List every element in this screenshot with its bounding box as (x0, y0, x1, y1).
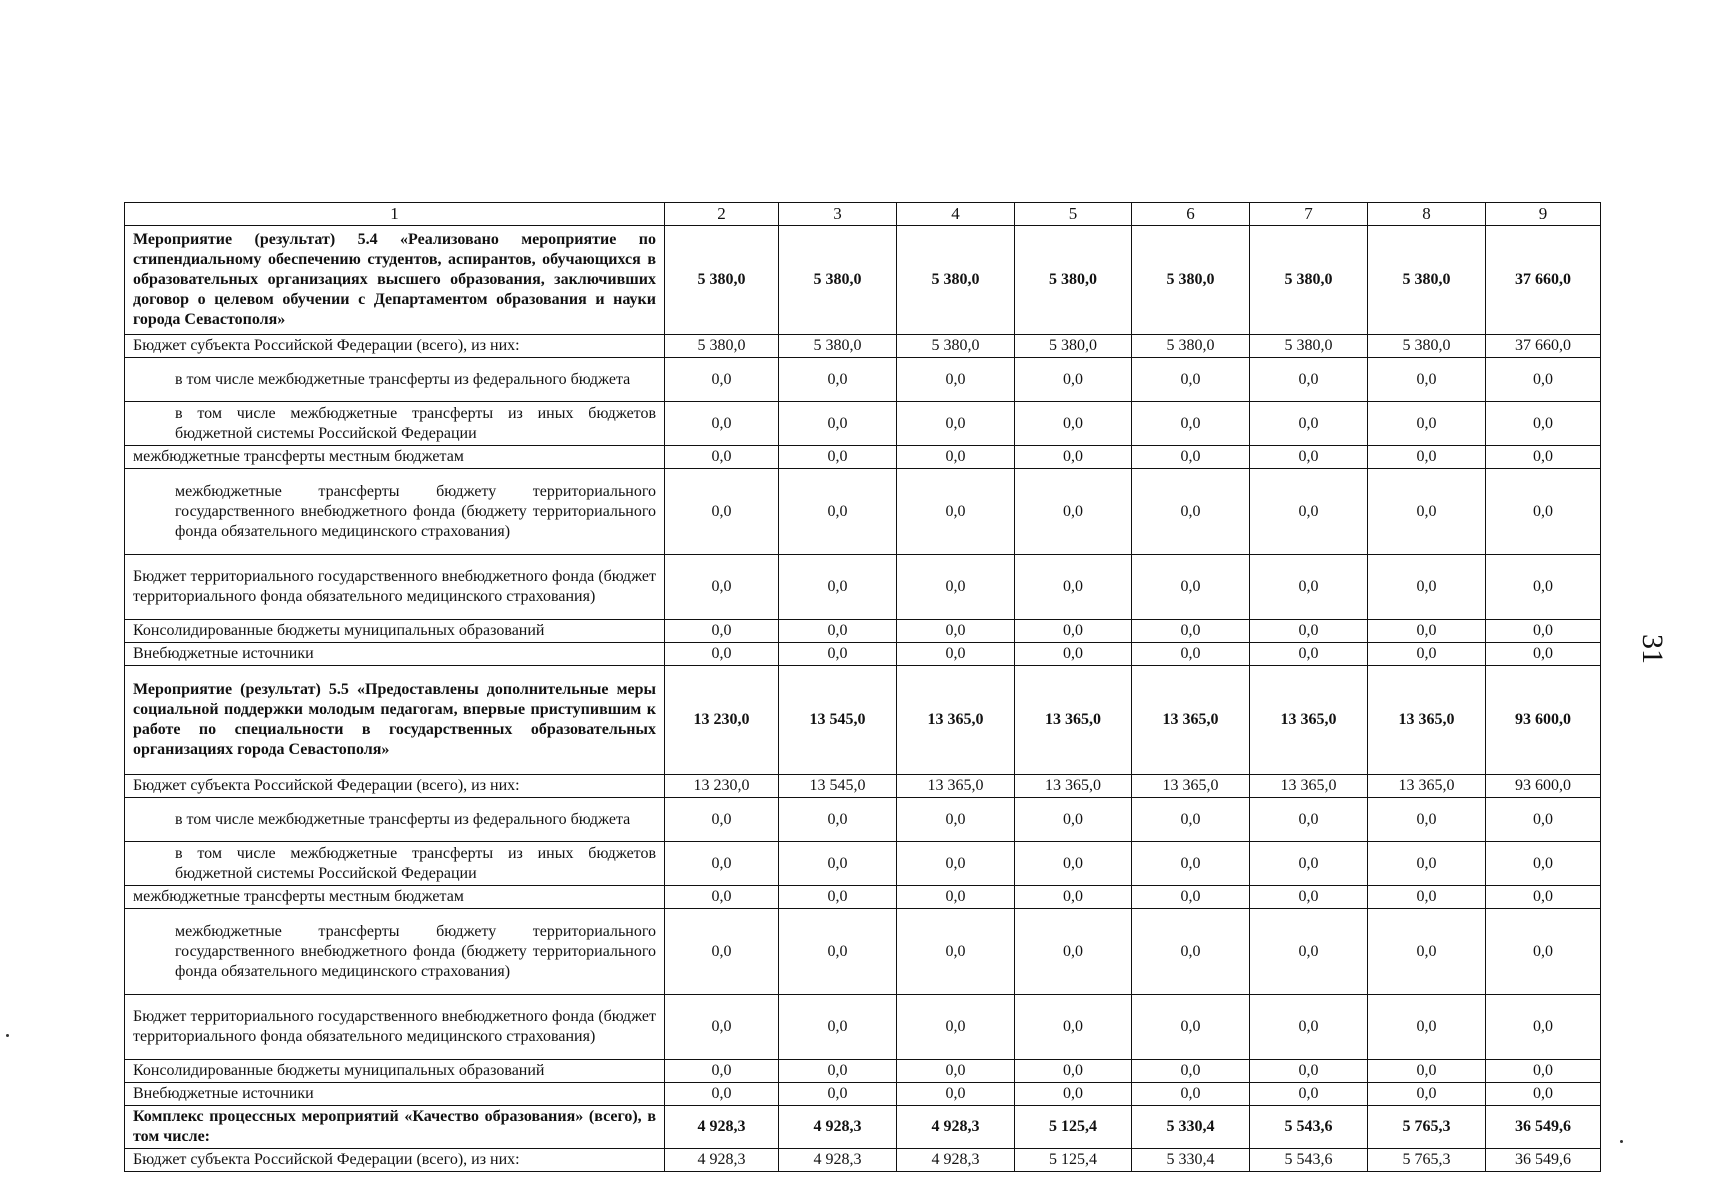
cell-value: 0,0 (1015, 1083, 1132, 1106)
cell-value: 0,0 (779, 886, 897, 909)
cell-value: 0,0 (1250, 798, 1368, 842)
table-row (125, 555, 1601, 620)
cell-value: 0,0 (1250, 469, 1368, 555)
cell-value: 13 230,0 (665, 775, 779, 798)
row-label: в том числе межбюджетные трансферты из иных бюджетов бюджетной системы Российской Федерации (125, 842, 665, 886)
cell-value: 0,0 (1250, 909, 1368, 995)
row-label: Консолидированные бюджеты муниципальных образований (125, 620, 665, 643)
table-row (125, 1060, 1601, 1083)
row-label: Бюджет субъекта Российской Федерации (всего), из них: (125, 335, 665, 358)
table-row (125, 469, 1601, 555)
cell-value: 13 365,0 (1132, 666, 1250, 775)
cell-value: 0,0 (1368, 358, 1486, 402)
cell-value: 0,0 (1132, 842, 1250, 886)
cell-value: 4 928,3 (665, 1149, 779, 1172)
table-row (125, 1149, 1601, 1172)
cell-value: 5 543,6 (1250, 1149, 1368, 1172)
budget-table (124, 202, 1601, 1172)
cell-value: 4 928,3 (665, 1106, 779, 1149)
cell-value: 5 125,4 (1015, 1149, 1132, 1172)
cell-value: 0,0 (1486, 620, 1601, 643)
column-number: 3 (779, 203, 897, 226)
cell-value: 5 380,0 (1015, 226, 1132, 335)
cell-value: 0,0 (665, 842, 779, 886)
cell-value: 5 330,4 (1132, 1106, 1250, 1149)
cell-value: 0,0 (779, 1060, 897, 1083)
cell-value: 0,0 (1486, 886, 1601, 909)
cell-value: 0,0 (897, 1083, 1015, 1106)
cell-value: 13 230,0 (665, 666, 779, 775)
cell-value: 0,0 (897, 842, 1015, 886)
cell-value: 0,0 (1368, 555, 1486, 620)
cell-value: 5 125,4 (1015, 1106, 1132, 1149)
cell-value: 0,0 (1015, 643, 1132, 666)
cell-value: 0,0 (1368, 402, 1486, 446)
cell-value: 0,0 (1015, 446, 1132, 469)
table-row (125, 620, 1601, 643)
table-row (125, 335, 1601, 358)
cell-value: 0,0 (665, 555, 779, 620)
row-label: межбюджетные трансферты бюджету территориального государственного внебюджетного фонда (бюджету территориального фонда обязательного медицинского страхования) (125, 909, 665, 995)
cell-value: 5 380,0 (897, 335, 1015, 358)
cell-value: 0,0 (665, 909, 779, 995)
cell-value: 0,0 (1250, 555, 1368, 620)
cell-value: 13 365,0 (897, 666, 1015, 775)
cell-value: 0,0 (1486, 469, 1601, 555)
cell-value: 0,0 (1132, 886, 1250, 909)
row-label: в том числе межбюджетные трансферты из федерального бюджета (125, 358, 665, 402)
cell-value: 0,0 (1368, 886, 1486, 909)
cell-value: 4 928,3 (779, 1106, 897, 1149)
cell-value: 0,0 (1250, 620, 1368, 643)
cell-value: 0,0 (1368, 842, 1486, 886)
page-number: 31 (1636, 634, 1669, 664)
scan-speck (6, 1034, 9, 1037)
cell-value: 0,0 (1486, 358, 1601, 402)
cell-value: 13 365,0 (1250, 775, 1368, 798)
scan-speck (1620, 1140, 1623, 1143)
cell-value: 0,0 (1368, 469, 1486, 555)
cell-value: 0,0 (779, 1083, 897, 1106)
cell-value: 0,0 (1486, 1060, 1601, 1083)
cell-value: 0,0 (1250, 1083, 1368, 1106)
cell-value: 0,0 (897, 469, 1015, 555)
cell-value: 0,0 (779, 620, 897, 643)
row-label: Комплекс процессных мероприятий «Качество образования» (всего), в том числе: (125, 1106, 665, 1149)
table-row-activity-5-4 (125, 226, 1601, 335)
cell-value: 0,0 (779, 643, 897, 666)
table-row-process-complex (125, 1106, 1601, 1149)
cell-value: 13 365,0 (897, 775, 1015, 798)
row-label: Мероприятие (результат) 5.4 «Реализовано мероприятие по стипендиальному обеспечению студентов, аспирантов, обучающихся в образовательных организациях высшего образования, заключивших договор о целевом обучении с Департаментом образования и науки города Севастополя» (125, 226, 665, 335)
table-row (125, 995, 1601, 1060)
column-number: 6 (1132, 203, 1250, 226)
row-label: межбюджетные трансферты бюджету территориального государственного внебюджетного фонда (бюджету территориального фонда обязательного медицинского страхования) (125, 469, 665, 555)
row-label: Внебюджетные источники (125, 643, 665, 666)
cell-value: 4 928,3 (897, 1106, 1015, 1149)
cell-value: 0,0 (897, 555, 1015, 620)
cell-value: 0,0 (665, 358, 779, 402)
cell-value: 0,0 (897, 402, 1015, 446)
cell-value: 0,0 (897, 446, 1015, 469)
cell-value: 0,0 (1486, 643, 1601, 666)
cell-value: 13 365,0 (1015, 666, 1132, 775)
cell-value: 0,0 (897, 643, 1015, 666)
cell-value: 0,0 (1132, 446, 1250, 469)
cell-value: 0,0 (1486, 798, 1601, 842)
cell-value: 5 380,0 (665, 226, 779, 335)
cell-value: 0,0 (897, 995, 1015, 1060)
cell-value: 93 600,0 (1486, 775, 1601, 798)
cell-value: 0,0 (779, 358, 897, 402)
table-row (125, 798, 1601, 842)
cell-value: 0,0 (1132, 643, 1250, 666)
row-label: Внебюджетные источники (125, 1083, 665, 1106)
cell-value: 0,0 (1015, 620, 1132, 643)
cell-value: 0,0 (1132, 995, 1250, 1060)
cell-value: 0,0 (1368, 643, 1486, 666)
cell-value: 0,0 (665, 1060, 779, 1083)
table-row (125, 842, 1601, 886)
column-number: 4 (897, 203, 1015, 226)
cell-value: 13 365,0 (1368, 775, 1486, 798)
table-row (125, 402, 1601, 446)
row-label: межбюджетные трансферты местным бюджетам (125, 886, 665, 909)
cell-value: 4 928,3 (897, 1149, 1015, 1172)
cell-value: 0,0 (1250, 842, 1368, 886)
table-row (125, 886, 1601, 909)
cell-value: 37 660,0 (1486, 226, 1601, 335)
cell-value: 0,0 (897, 798, 1015, 842)
cell-value: 0,0 (1015, 358, 1132, 402)
cell-value: 0,0 (1486, 842, 1601, 886)
row-label: Бюджет субъекта Российской Федерации (всего), из них: (125, 775, 665, 798)
cell-value: 5 380,0 (1132, 226, 1250, 335)
cell-value: 0,0 (779, 798, 897, 842)
column-number: 1 (125, 203, 665, 226)
cell-value: 0,0 (665, 402, 779, 446)
column-number: 2 (665, 203, 779, 226)
cell-value: 0,0 (1015, 469, 1132, 555)
cell-value: 5 380,0 (1368, 335, 1486, 358)
cell-value: 5 380,0 (1015, 335, 1132, 358)
cell-value: 0,0 (1250, 358, 1368, 402)
cell-value: 5 765,3 (1368, 1149, 1486, 1172)
table-row (125, 358, 1601, 402)
cell-value: 0,0 (1486, 995, 1601, 1060)
cell-value: 5 765,3 (1368, 1106, 1486, 1149)
cell-value: 0,0 (1132, 1083, 1250, 1106)
cell-value: 0,0 (665, 446, 779, 469)
cell-value: 0,0 (1132, 620, 1250, 643)
cell-value: 0,0 (779, 402, 897, 446)
cell-value: 0,0 (1132, 358, 1250, 402)
cell-value: 0,0 (1015, 402, 1132, 446)
cell-value: 0,0 (1015, 909, 1132, 995)
cell-value: 13 365,0 (1015, 775, 1132, 798)
row-label: Мероприятие (результат) 5.5 «Предоставлены дополнительные меры социальной поддержки молодым педагогам, впервые приступившим к работе по специальности в государственных образовательных организациях города Севастополя» (125, 666, 665, 775)
cell-value: 4 928,3 (779, 1149, 897, 1172)
cell-value: 0,0 (665, 995, 779, 1060)
cell-value: 0,0 (779, 555, 897, 620)
column-number: 9 (1486, 203, 1601, 226)
cell-value: 0,0 (1132, 555, 1250, 620)
table-row (125, 446, 1601, 469)
cell-value: 37 660,0 (1486, 335, 1601, 358)
cell-value: 93 600,0 (1486, 666, 1601, 775)
cell-value: 0,0 (1486, 446, 1601, 469)
cell-value: 0,0 (1132, 798, 1250, 842)
row-label: межбюджетные трансферты местным бюджетам (125, 446, 665, 469)
cell-value: 13 365,0 (1132, 775, 1250, 798)
cell-value: 13 365,0 (1250, 666, 1368, 775)
cell-value: 5 380,0 (1368, 226, 1486, 335)
cell-value: 0,0 (1250, 886, 1368, 909)
cell-value: 0,0 (1368, 1060, 1486, 1083)
cell-value: 0,0 (665, 1083, 779, 1106)
cell-value: 0,0 (1250, 446, 1368, 469)
column-number: 8 (1368, 203, 1486, 226)
cell-value: 0,0 (1368, 446, 1486, 469)
cell-value: 0,0 (665, 643, 779, 666)
cell-value: 0,0 (1132, 402, 1250, 446)
table-row-activity-5-5 (125, 666, 1601, 775)
cell-value: 13 545,0 (779, 775, 897, 798)
table-row (125, 909, 1601, 995)
cell-value: 0,0 (665, 798, 779, 842)
cell-value: 5 380,0 (1250, 226, 1368, 335)
cell-value: 0,0 (1015, 886, 1132, 909)
column-number: 7 (1250, 203, 1368, 226)
row-label: Бюджет территориального государственного внебюджетного фонда (бюджет территориального фонда обязательного медицинского страхования) (125, 995, 665, 1060)
cell-value: 36 549,6 (1486, 1149, 1601, 1172)
cell-value: 0,0 (897, 358, 1015, 402)
cell-value: 0,0 (665, 469, 779, 555)
cell-value: 0,0 (1368, 1083, 1486, 1106)
column-number: 5 (1015, 203, 1132, 226)
cell-value: 0,0 (1368, 909, 1486, 995)
cell-value: 36 549,6 (1486, 1106, 1601, 1149)
cell-value: 0,0 (1015, 1060, 1132, 1083)
row-label: Бюджет субъекта Российской Федерации (всего), из них: (125, 1149, 665, 1172)
table-row (125, 643, 1601, 666)
row-label: в том числе межбюджетные трансферты из иных бюджетов бюджетной системы Российской Федерации (125, 402, 665, 446)
cell-value: 0,0 (665, 886, 779, 909)
cell-value: 5 330,4 (1132, 1149, 1250, 1172)
cell-value: 13 545,0 (779, 666, 897, 775)
cell-value: 5 380,0 (897, 226, 1015, 335)
cell-value: 0,0 (1486, 1083, 1601, 1106)
row-label: в том числе межбюджетные трансферты из федерального бюджета (125, 798, 665, 842)
cell-value: 0,0 (897, 1060, 1015, 1083)
cell-value: 0,0 (1368, 995, 1486, 1060)
cell-value: 5 543,6 (1250, 1106, 1368, 1149)
cell-value: 0,0 (1486, 909, 1601, 995)
cell-value: 0,0 (779, 995, 897, 1060)
cell-value: 0,0 (779, 469, 897, 555)
cell-value: 0,0 (1132, 469, 1250, 555)
cell-value: 0,0 (779, 446, 897, 469)
cell-value: 5 380,0 (1132, 335, 1250, 358)
cell-value: 0,0 (665, 620, 779, 643)
cell-value: 0,0 (1486, 555, 1601, 620)
cell-value: 0,0 (897, 909, 1015, 995)
cell-value: 5 380,0 (779, 335, 897, 358)
cell-value: 13 365,0 (1368, 666, 1486, 775)
cell-value: 0,0 (897, 620, 1015, 643)
cell-value: 0,0 (897, 886, 1015, 909)
cell-value: 0,0 (1368, 620, 1486, 643)
cell-value: 0,0 (1015, 995, 1132, 1060)
table-row (125, 1083, 1601, 1106)
cell-value: 0,0 (1132, 909, 1250, 995)
cell-value: 0,0 (1015, 798, 1132, 842)
cell-value: 0,0 (1250, 643, 1368, 666)
cell-value: 0,0 (1368, 798, 1486, 842)
cell-value: 0,0 (1250, 402, 1368, 446)
header-row (125, 203, 1601, 226)
row-label: Консолидированные бюджеты муниципальных образований (125, 1060, 665, 1083)
cell-value: 0,0 (1486, 402, 1601, 446)
cell-value: 0,0 (779, 909, 897, 995)
cell-value: 5 380,0 (665, 335, 779, 358)
cell-value: 0,0 (779, 842, 897, 886)
cell-value: 5 380,0 (779, 226, 897, 335)
row-label: Бюджет территориального государственного внебюджетного фонда (бюджет территориального фонда обязательного медицинского страхования) (125, 555, 665, 620)
cell-value: 0,0 (1250, 1060, 1368, 1083)
cell-value: 0,0 (1015, 555, 1132, 620)
cell-value: 5 380,0 (1250, 335, 1368, 358)
cell-value: 0,0 (1015, 842, 1132, 886)
cell-value: 0,0 (1132, 1060, 1250, 1083)
cell-value: 0,0 (1250, 995, 1368, 1060)
table-row (125, 775, 1601, 798)
